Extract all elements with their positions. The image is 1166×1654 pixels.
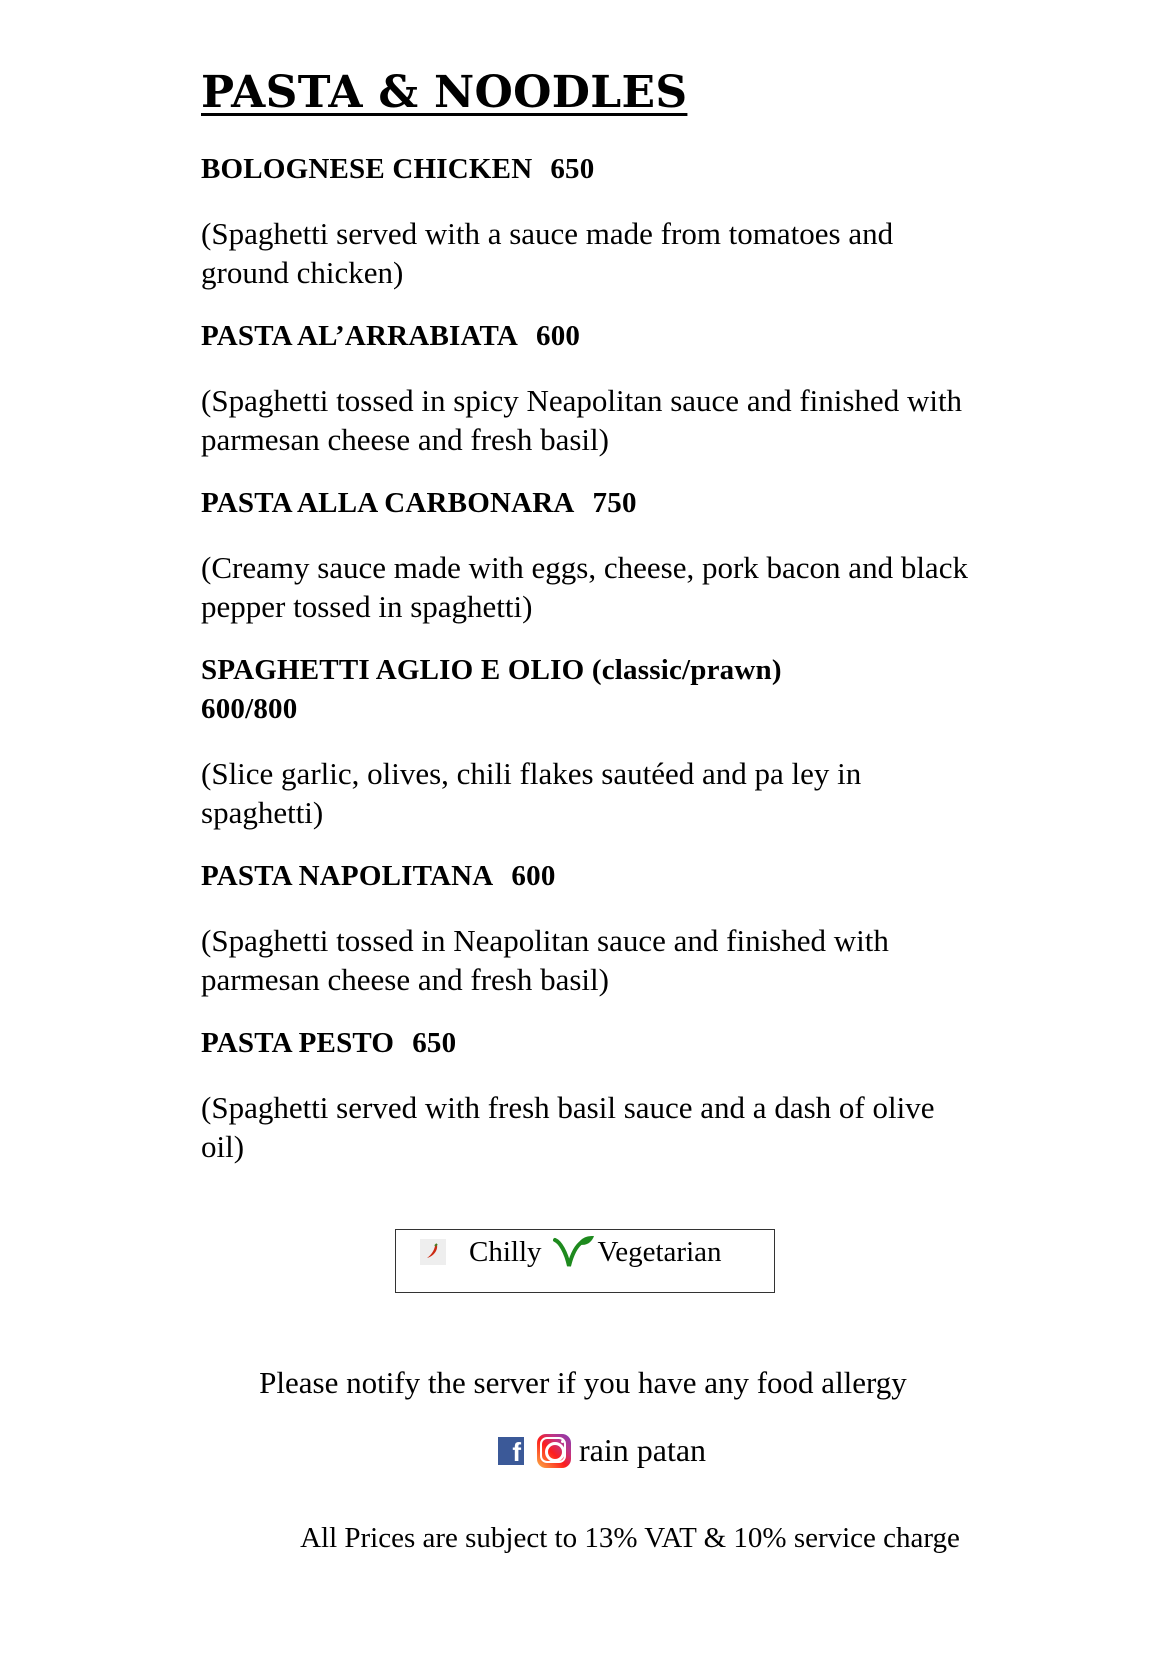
menu-item-price: 600/800 <box>201 693 298 725</box>
menu-item-name: PASTA PESTO <box>201 1027 395 1059</box>
menu-item-header <box>201 150 981 189</box>
menu-item-price: 650 <box>412 1027 457 1059</box>
legend-chilly-label: Chilly <box>469 1235 542 1268</box>
menu-item <box>201 651 981 832</box>
menu-item-header <box>201 317 981 356</box>
menu-item-price: 600 <box>536 320 581 352</box>
menu-item-description: (Slice garlic, olives, chili flakes sautéed and pa ley in spaghetti) <box>201 756 862 830</box>
legend-vegetarian-label: Vegetarian <box>597 1235 722 1268</box>
social-media-row <box>498 1432 706 1469</box>
instagram-icon[interactable] <box>537 1434 571 1468</box>
social-handle: rain patan <box>579 1432 707 1468</box>
menu-item-header <box>201 651 981 729</box>
menu-item <box>201 484 981 626</box>
menu-item-header <box>201 484 981 523</box>
legend-row <box>396 1232 722 1272</box>
dietary-legend <box>395 1229 775 1293</box>
menu-item-description: (Spaghetti tossed in spicy Neapolitan sauce and finished with parmesan cheese and fresh basil) <box>201 383 963 457</box>
menu-item-price: 750 <box>592 487 637 519</box>
menu-item-header <box>201 1024 981 1063</box>
menu-item-description: (Spaghetti served with fresh basil sauce and a dash of olive oil) <box>201 1090 935 1164</box>
menu-item <box>201 317 981 459</box>
menu-item-description: (Spaghetti served with a sauce made from tomatoes and ground chicken) <box>201 216 894 290</box>
menu-item <box>201 150 981 292</box>
chili-pepper-icon <box>420 1239 446 1265</box>
menu-page <box>201 62 981 1191</box>
menu-item-name: SPAGHETTI AGLIO E OLIO (classic/prawn) <box>201 654 782 686</box>
pricing-footnote: All Prices are subject to 13% VAT & 10% service charge <box>300 1522 960 1554</box>
allergy-notice: Please notify the server if you have any food allergy <box>259 1365 907 1400</box>
menu-item-header <box>201 857 981 896</box>
menu-item-description: (Spaghetti tossed in Neapolitan sauce and finished with parmesan cheese and fresh basil) <box>201 923 889 997</box>
menu-item-name: PASTA ALLA CARBONARA <box>201 487 575 519</box>
facebook-icon[interactable]: f <box>498 1437 524 1465</box>
vegetarian-leaf-icon <box>552 1234 596 1270</box>
menu-item-description: (Creamy sauce made with eggs, cheese, pork bacon and black pepper tossed in spaghetti) <box>201 550 968 624</box>
menu-item-price: 600 <box>511 860 556 892</box>
menu-item-name: PASTA NAPOLITANA <box>201 860 494 892</box>
menu-item-name: PASTA AL’ARRABIATA <box>201 320 519 352</box>
menu-item-price: 650 <box>550 153 595 185</box>
menu-item-name: BOLOGNESE CHICKEN <box>201 153 533 185</box>
menu-item <box>201 857 981 999</box>
menu-item <box>201 1024 981 1166</box>
section-title: PASTA & NOODLES <box>201 67 688 118</box>
